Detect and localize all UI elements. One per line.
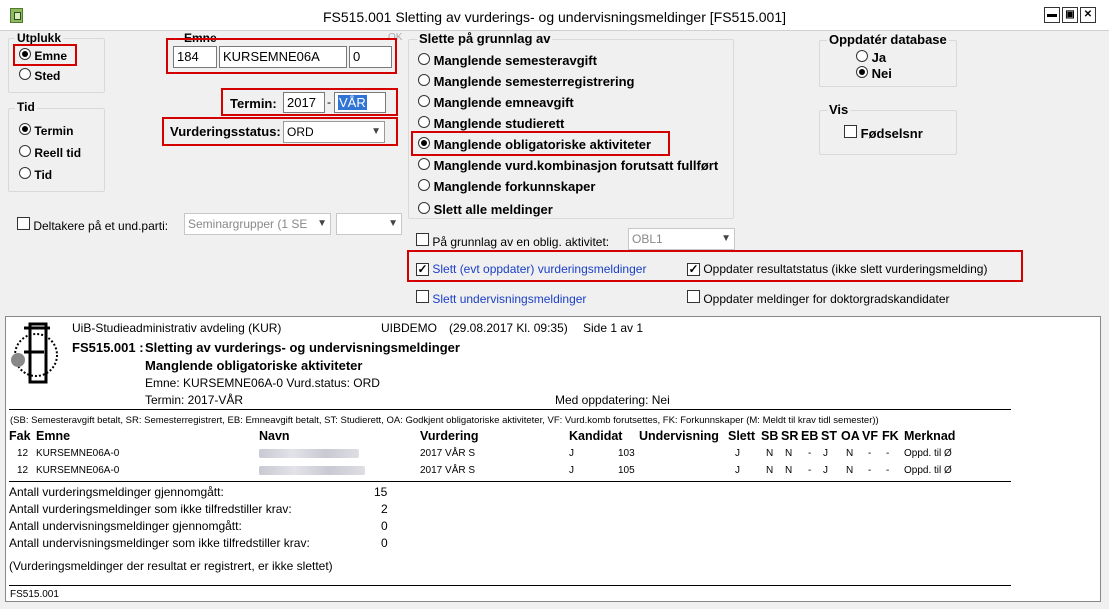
report-datetime: (29.08.2017 Kl. 09:35) xyxy=(449,321,568,335)
row1-fak: 12 xyxy=(17,448,29,459)
oblig-check-box[interactable] xyxy=(416,233,429,246)
row2-merknad: Oppd. til Ø xyxy=(904,465,952,476)
radio-oblig-aktiviteter-label: Manglende obligatoriske aktiviteter xyxy=(433,137,652,152)
deltakere-select-1-value: Seminargrupper (1 SE xyxy=(188,217,308,231)
oblig-select[interactable] xyxy=(628,228,735,250)
row2-oa: N xyxy=(846,465,854,476)
radio-termin[interactable] xyxy=(19,123,73,138)
slette-label: Slette på grunnlag av xyxy=(419,31,551,46)
radio-nei[interactable] xyxy=(856,66,892,81)
report-org: UiB-Studieadministrativ avdeling (KUR) xyxy=(72,321,282,335)
radio-termin-dot[interactable] xyxy=(19,123,31,135)
emne-ok-button[interactable]: OK xyxy=(388,32,403,43)
radio-ja[interactable] xyxy=(856,50,886,65)
slett-vurd-check-box[interactable]: ✓ xyxy=(417,262,428,276)
row1-navn-redacted xyxy=(259,449,359,458)
oppdater-db-label: Oppdatér database xyxy=(829,32,947,47)
row2-fk: - xyxy=(886,465,890,476)
vurderingsstatus-label: Vurderingsstatus: xyxy=(170,124,281,139)
col-eb: EB xyxy=(801,429,819,443)
col-kandidat: Kandidat xyxy=(569,429,623,443)
slett-und-label: Slett undervisningsmeldinger xyxy=(432,292,587,306)
col-navn: Navn xyxy=(259,429,290,443)
col-emne: Emne xyxy=(36,429,71,443)
radio-forkunnskaper-dot[interactable] xyxy=(418,179,430,191)
minimize-button[interactable]: ▬ xyxy=(1044,7,1060,23)
col-sr: SR xyxy=(781,429,799,443)
radio-semesterregistrering-dot[interactable] xyxy=(418,74,430,86)
report-code: FS515.001 : xyxy=(72,340,144,355)
oppdater-res-check-box[interactable]: ✓ xyxy=(688,262,699,276)
radio-emne-dot[interactable] xyxy=(19,48,31,60)
row1-kandidat: 103 xyxy=(618,448,635,459)
col-vurdering: Vurdering xyxy=(420,429,479,443)
summary-label-3: Antall undervisningsmeldinger gjennomgått: xyxy=(9,519,242,533)
slett-vurd-checkbox[interactable] xyxy=(416,262,646,276)
report-divider xyxy=(9,409,1011,410)
fodselsnr-label: Fødselsnr xyxy=(860,126,923,141)
row2-navn-redacted xyxy=(259,466,365,475)
radio-slett-alle[interactable] xyxy=(418,202,553,217)
oppdater-dok-label: Oppdater meldinger for doktorgradskandidater xyxy=(703,292,950,306)
radio-semesterregistrering-label: Manglende semesterregistrering xyxy=(433,74,635,89)
radio-semesteravgift-label: Manglende semesteravgift xyxy=(433,53,597,68)
radio-tid[interactable] xyxy=(19,167,52,182)
row2-kandidat: 105 xyxy=(618,465,635,476)
radio-emneavgift-label: Manglende emneavgift xyxy=(433,95,574,110)
radio-sted[interactable] xyxy=(19,68,60,83)
deltakere-label: Deltakere på et und.parti: xyxy=(33,219,169,233)
fodselsnr-checkbox[interactable] xyxy=(844,125,923,141)
row1-oa: N xyxy=(846,448,854,459)
vurderingsstatus-select[interactable] xyxy=(283,121,385,143)
oppdater-res-checkbox[interactable] xyxy=(687,262,987,276)
slett-vurd-label: Slett (evt oppdater) vurderingsmeldinger xyxy=(432,262,647,276)
radio-oblig-aktiviteter[interactable] xyxy=(418,137,651,152)
radio-emne[interactable] xyxy=(19,48,67,63)
radio-emneavgift[interactable] xyxy=(418,95,574,110)
row2-emne: KURSEMNE06A-0 xyxy=(36,465,120,476)
chevron-down-icon: ▼ xyxy=(317,218,327,229)
radio-tid-label: Tid xyxy=(34,168,53,182)
oblig-checkbox[interactable] xyxy=(416,233,609,249)
slett-und-checkbox[interactable] xyxy=(416,290,586,306)
summary-label-4: Antall undervisningsmeldinger som ikke tilfredstiller krav: xyxy=(9,536,310,550)
radio-reell-tid[interactable] xyxy=(19,145,81,160)
row2-fak: 12 xyxy=(17,465,29,476)
termin-separator: - xyxy=(327,95,331,109)
radio-sted-label: Sted xyxy=(34,69,61,83)
col-merknad: Merknad xyxy=(904,429,956,443)
radio-ja-label: Ja xyxy=(871,50,887,65)
row2-st: J xyxy=(823,465,828,476)
termin-season-selected: VÅR xyxy=(339,95,366,110)
radio-studierett-label: Manglende studierett xyxy=(433,116,565,131)
termin-year-input[interactable]: 2017 xyxy=(283,92,325,113)
row1-vf: - xyxy=(868,448,872,459)
radio-slett-alle-dot[interactable] xyxy=(418,202,430,214)
row1-slett: J xyxy=(735,448,740,459)
radio-tid-dot[interactable] xyxy=(19,167,31,179)
report-divider-3 xyxy=(9,585,1011,586)
deltakere-select-2[interactable] xyxy=(336,213,402,235)
utplukk-label: Utplukk xyxy=(17,31,62,45)
summary-label-1: Antall vurderingsmeldinger gjennomgått: xyxy=(9,485,224,499)
radio-oblig-aktiviteter-dot[interactable] xyxy=(418,137,430,149)
row2-j: J xyxy=(569,465,574,476)
radio-forkunnskaper-label: Manglende forkunnskaper xyxy=(433,179,596,194)
row1-vurdering: 2017 VÅR S xyxy=(420,448,476,459)
summary-value-2: 2 xyxy=(381,502,388,516)
radio-emneavgift-dot[interactable] xyxy=(418,95,430,107)
col-sb: SB xyxy=(761,429,779,443)
oppdater-res-label: Oppdater resultatstatus (ikke slett vurderingsmelding) xyxy=(703,262,988,276)
radio-ja-dot[interactable] xyxy=(856,50,868,62)
row1-merknad: Oppd. til Ø xyxy=(904,448,952,459)
col-slett: Slett xyxy=(728,429,756,443)
oppdater-dok-checkbox[interactable] xyxy=(687,290,949,306)
row2-sr: N xyxy=(785,465,793,476)
row2-sb: N xyxy=(766,465,774,476)
vurderingsstatus-value: ORD xyxy=(287,125,314,139)
row2-vf: - xyxy=(868,465,872,476)
oblig-select-value: OBL1 xyxy=(632,232,663,246)
emne-code-input[interactable]: 184 xyxy=(173,46,217,68)
emne-label: Emne xyxy=(184,31,217,45)
radio-studierett-dot[interactable] xyxy=(418,116,430,128)
report-legend: (SB: Semesteravgift betalt, SR: Semesterregistrert, EB: Emneavgift betalt, ST: Studierett, OA: Godkjent obligatoriske aktiviteter, VF: Vurd.komb forutsettes, FK: Forkunnskaper (M: Meldt til krav tidl semester)) xyxy=(10,415,879,426)
radio-slett-alle-label: Slett alle meldinger xyxy=(433,202,553,217)
radio-vurd-kombinasjon-label: Manglende vurd.kombinasjon forutsatt fullført xyxy=(433,158,719,173)
report-footer: FS515.001 xyxy=(10,589,59,600)
summary-value-4: 0 xyxy=(381,536,388,550)
radio-studierett[interactable] xyxy=(418,116,564,131)
oblig-label: På grunnlag av en oblig. aktivitet: xyxy=(432,235,610,249)
row2-eb: - xyxy=(808,465,812,476)
report-divider-2 xyxy=(9,481,1011,482)
radio-semesterregistrering[interactable] xyxy=(418,74,634,89)
summary-value-1: 15 xyxy=(374,485,388,499)
fodselsnr-check-box[interactable] xyxy=(844,125,857,138)
radio-semesteravgift[interactable] xyxy=(418,53,597,68)
col-fak: Fak xyxy=(9,429,31,443)
report-db: UIBDEMO xyxy=(381,321,438,335)
deltakere-checkbox[interactable] xyxy=(17,217,168,233)
window-title: FS515.001 Sletting av vurderings- og undervisningsmeldinger [FS515.001] xyxy=(322,9,787,25)
radio-sted-dot[interactable] xyxy=(19,68,31,80)
radio-emne-label: Emne xyxy=(34,49,68,63)
vis-label: Vis xyxy=(829,102,849,117)
col-fk: FK xyxy=(882,429,899,443)
radio-semesteravgift-dot[interactable] xyxy=(418,53,430,65)
radio-reell-tid-dot[interactable] xyxy=(19,145,31,157)
slett-und-check-box[interactable] xyxy=(416,290,429,303)
summary-label-2: Antall vurderingsmeldinger som ikke tilfredstiller krav: xyxy=(9,502,292,516)
radio-forkunnskaper[interactable] xyxy=(418,179,595,194)
tid-label: Tid xyxy=(17,100,35,114)
chevron-down-icon: ▼ xyxy=(371,126,381,137)
oppdater-dok-check-box[interactable] xyxy=(687,290,700,303)
deltakere-select-1[interactable] xyxy=(184,213,331,235)
radio-reell-tid-label: Reell tid xyxy=(34,146,82,160)
report-subtitle: Manglende obligatoriske aktiviteter xyxy=(145,358,363,373)
row1-st: J xyxy=(823,448,828,459)
maximize-button[interactable]: ▣ xyxy=(1062,7,1078,23)
row1-sb: N xyxy=(766,448,774,459)
summary-note: (Vurderingsmeldinger der resultat er registrert, er ikke slettet) xyxy=(9,559,333,573)
radio-nei-dot[interactable] xyxy=(856,66,868,78)
uib-logo xyxy=(10,322,62,384)
report-med-oppdatering: Med oppdatering: Nei xyxy=(555,393,670,407)
col-undervisning: Undervisning xyxy=(639,429,719,443)
radio-vurd-kombinasjon[interactable] xyxy=(418,158,718,173)
row1-fk: - xyxy=(886,448,890,459)
report-termin-line: Termin: 2017-VÅR xyxy=(145,393,244,407)
radio-termin-label: Termin xyxy=(34,124,74,138)
deltakere-check-box[interactable] xyxy=(17,217,30,230)
close-button[interactable]: ✕ xyxy=(1080,7,1096,23)
col-vf: VF xyxy=(862,429,878,443)
termin-label: Termin: xyxy=(230,96,277,111)
emne-name-input[interactable]: KURSEMNE06A xyxy=(219,46,347,68)
report-page: Side 1 av 1 xyxy=(583,321,644,335)
col-oa: OA xyxy=(841,429,860,443)
report-title: Sletting av vurderings- og undervisningsmeldinger xyxy=(145,340,460,355)
emne-version-input[interactable]: 0 xyxy=(349,46,392,68)
col-st: ST xyxy=(821,429,837,443)
row2-slett: J xyxy=(735,465,740,476)
report-emne-line: Emne: KURSEMNE06A-0 Vurd.status: ORD xyxy=(145,376,380,390)
radio-vurd-kombinasjon-dot[interactable] xyxy=(418,158,430,170)
chevron-down-icon: ▼ xyxy=(388,218,398,229)
row1-eb: - xyxy=(808,448,812,459)
row1-emne: KURSEMNE06A-0 xyxy=(36,448,120,459)
termin-season-input[interactable] xyxy=(334,92,386,113)
row2-vurdering: 2017 VÅR S xyxy=(420,465,476,476)
row1-sr: N xyxy=(785,448,793,459)
row1-j: J xyxy=(569,448,574,459)
chevron-down-icon: ▼ xyxy=(721,233,731,244)
summary-value-3: 0 xyxy=(381,519,388,533)
radio-nei-label: Nei xyxy=(871,66,892,81)
